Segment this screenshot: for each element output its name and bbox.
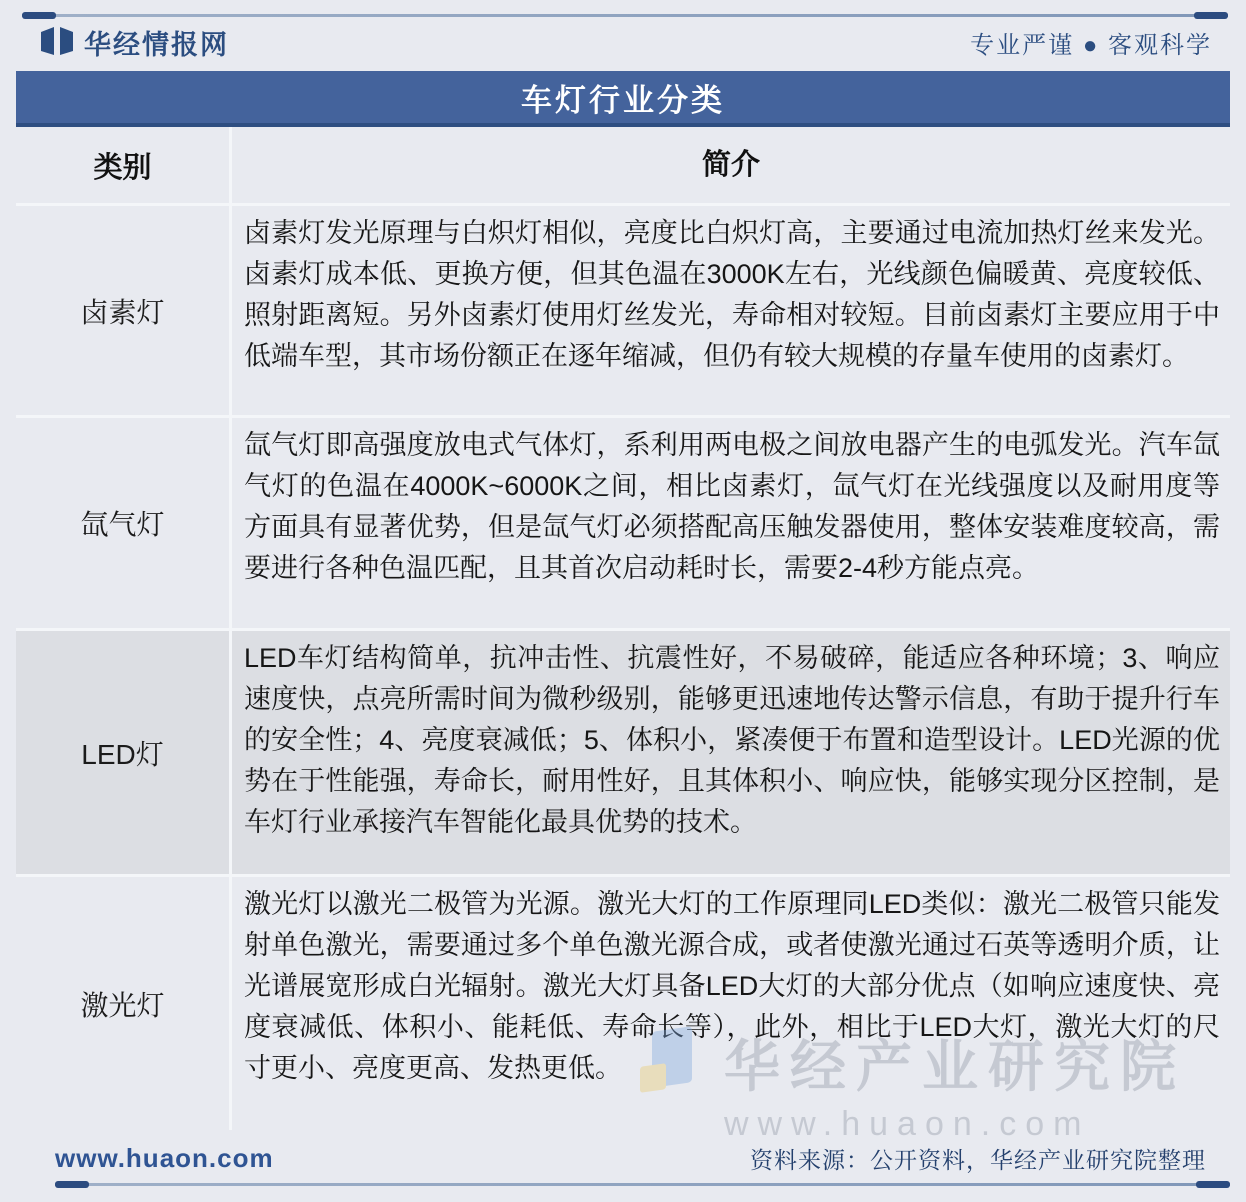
footer bbox=[0, 1136, 1246, 1202]
watermark-url: www.huaon.com bbox=[724, 1105, 1091, 1143]
table-row bbox=[16, 203, 1230, 415]
category-led: LED灯 bbox=[16, 631, 232, 874]
brand bbox=[40, 23, 229, 62]
bottom-divider bbox=[55, 1183, 1230, 1186]
table-row bbox=[16, 415, 1230, 628]
category-xenon: 氙气灯 bbox=[16, 418, 232, 628]
title-bar bbox=[16, 71, 1230, 127]
column-header-intro: 简介 bbox=[701, 148, 760, 181]
description-laser: 激光灯以激光二极管为光源。激光大灯的工作原理同LED类似：激光二极管只能发射单色激光，需要通过多个单色激光源合成，或者使激光通过石英等透明介质，让光谱展宽形成白光辐射。激光大灯具备LED大灯的大部分优点（如响应速度快、亮度衰减低、体积小、能耗低、寿命长等），此外，相比于LED大灯，激光大灯的尺寸更小、亮度更高、发热更低。 bbox=[244, 889, 1220, 1083]
description-xenon: 氙气灯即高强度放电式气体灯，系利用两电极之间放电器产生的电弧发光。汽车氙气灯的色温在4000K~6000K之间，相比卤素灯，氙气灯在光线强度以及耐用度等方面具有显著优势，但是氙气灯必须搭配高压触发器使用，整体安装难度较高，需要进行各种色温匹配，且其首次启动耗时长，需要2-4秒方能点亮。 bbox=[244, 430, 1220, 583]
table-header-row bbox=[16, 127, 1230, 203]
description-led: LED车灯结构简单，抗冲击性、抗震性好，不易破碎，能适应各种环境；3、响应速度快，点亮所需时间为微秒级别，能够更迅速地传达警示信息，有助于提升行车的安全性；4、亮度衰减低；5、体积小，紧凑便于布置和造型设计。LED光源的优势在于性能强，寿命长，耐用性好，且其体积小、响应快，能够实现分区控制，是车灯行业承接汽车智能化最具优势的技术。 bbox=[244, 643, 1220, 837]
masthead bbox=[40, 17, 1212, 67]
table-row bbox=[16, 628, 1230, 874]
footer-website-link[interactable]: www.huaon.com bbox=[55, 1143, 274, 1173]
divider-right-dash bbox=[1196, 1181, 1230, 1188]
top-divider bbox=[22, 14, 1228, 17]
brand-name: 华经情报网 bbox=[84, 29, 229, 60]
masthead-tagline: 专业严谨 ● 客观科学 bbox=[970, 31, 1212, 59]
category-laser: 激光灯 bbox=[16, 877, 232, 1130]
divider-left-dash bbox=[55, 1181, 89, 1188]
divider-left-dash bbox=[22, 12, 56, 19]
footer-source-note: 资料来源：公开资料，华经产业研究院整理 bbox=[750, 1147, 1206, 1173]
column-header-category: 类别 bbox=[16, 127, 232, 203]
table-row bbox=[16, 874, 1230, 1130]
description-halogen: 卤素灯发光原理与白炽灯相似，亮度比白炽灯高，主要通过电流加热灯丝来发光。卤素灯成本低、更换方便，但其色温在3000K左右，光线颜色偏暖黄、亮度较低、照射距离短。另外卤素灯使用灯丝发光，寿命相对较短。目前卤素灯主要应用于中低端车型，其市场份额正在逐年缩减，但仍有较大规模的存量车使用的卤素灯。 bbox=[244, 218, 1220, 371]
page-title: 车灯行业分类 bbox=[521, 82, 725, 118]
classification-table bbox=[16, 127, 1230, 1130]
huaon-logo-icon bbox=[40, 26, 74, 58]
watermark-name: 华经产业研究院 bbox=[724, 1035, 1186, 1098]
divider-right-dash bbox=[1194, 12, 1228, 19]
category-halogen: 卤素灯 bbox=[16, 206, 232, 415]
